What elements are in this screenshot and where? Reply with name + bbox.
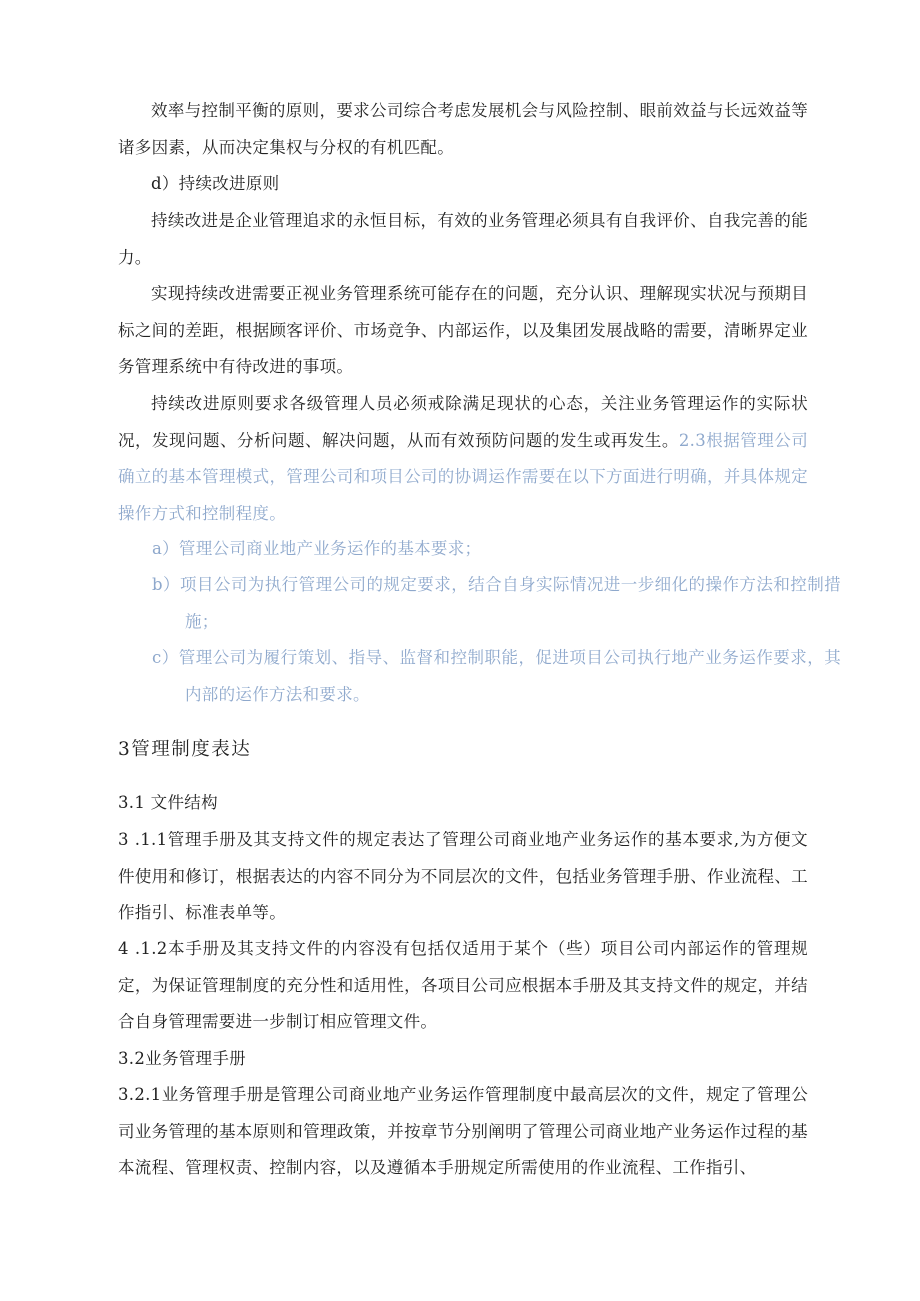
paragraph-achieve-improvement: 实现持续改进需要正视业务管理系统可能存在的问题，充分认识、理解现实状况与预期目标之间的差距，根据顾客评价、市场竞争、内部运作，以及集团发展战略的需要，清晰界定业务管理系统中有待改进的事项。 [118,284,808,376]
list-item-a: a）管理公司商业地产业务运作的基本要求； [152,539,482,558]
list-item-b: b）项目公司为执行管理公司的规定要求，结合自身实际情况进一步细化的操作方法和控制措施； [152,575,841,631]
paragraph-3-2-1: 3.2.1业务管理手册是管理公司商业地产业务运作管理制度中最高层次的文件，规定了管理公司业务管理的基本原则和管理政策，并按章节分别阐明了管理公司商业地产业务运作过程的基本流程、管理权责、控制内容，以及遵循本手册规定所需使用的作业流程、工作指引、 [118,1085,808,1177]
paragraph-improvement-text: 持续改进原则要求各级管理人员必须戒除满足现状的心态，关注业务管理运作的实际状况，发现问题、分析问题、解决问题，从而有效预防问题的发生或再发生。 [118,394,808,450]
section-2-3-text: 2.3根据管理公司确立的基本管理模式，管理公司和项目公司的协调运作需要在以下方面进行明确，并具体规定操作方式和控制程度。 [118,430,808,523]
paragraph-efficiency-principle: 效率与控制平衡的原则，要求公司综合考虑发展机会与风险控制、眼前效益与长远效益等诸多因素，从而决定集权与分权的有机匹配。 [118,101,808,157]
paragraph-3-1-1: 3 .1.1管理手册及其支持文件的规定表达了管理公司商业地产业务运作的基本要求,为方便文件使用和修订，根据表达的内容不同分为不同层次的文件，包括业务管理手册、作业流程、工作指引、标准表单等。 [118,830,808,922]
paragraph-3-1-2: 4 .1.2本手册及其支持文件的内容没有包括仅适用于某个（些）项目公司内部运作的管理规定，为保证管理制度的充分性和适用性，各项目公司应根据本手册及其支持文件的规定，并结合自身管理需要进一步制订相应管理文件。 [118,939,808,1031]
list-item-c: c）管理公司为履行策划、指导、监督和控制职能，促进项目公司执行地产业务运作要求，其内部的运作方法和要求。 [152,648,841,704]
paragraph-continuous-improvement-goal: 持续改进是企业管理追求的永恒目标，有效的业务管理必须具有自我评价、自我完善的能力。 [118,211,808,267]
paragraph-improvement-requirements [118,386,808,532]
subsection-3-2-title: 3.2业务管理手册 [118,1049,246,1068]
heading-continuous-improvement: d）持续改进原则 [151,174,280,193]
subsection-3-1-title: 3.1 文件结构 [118,793,218,812]
section-3-heading: 3管理制度表达 [118,739,252,760]
